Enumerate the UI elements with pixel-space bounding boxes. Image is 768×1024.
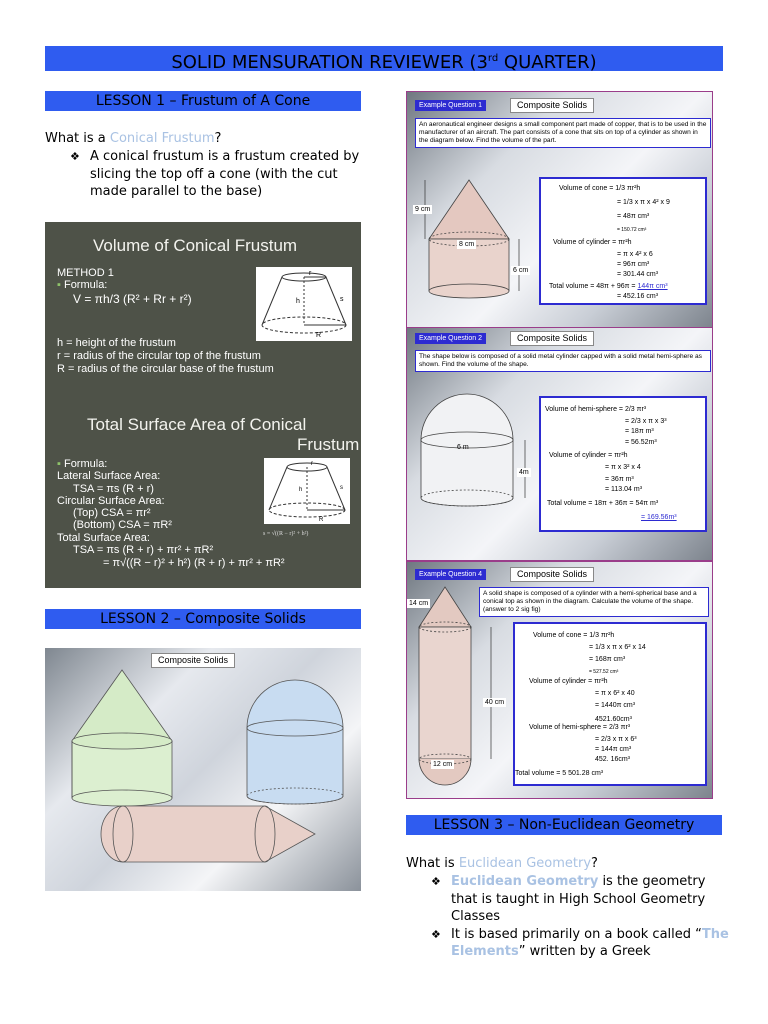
tsa-formula-label: ▪ Formula: [57, 458, 108, 470]
example1-working: Volume of cone = 1/3 πr²h = 1/3 x π x 4² x 9 = 48π cm³ = 150.72 cm³ Volume of cylinder = πr²h = π x 4² x 6 = 96π cm³ = 301.44 cm³ Total volume = 48π + 96π = 144π cm³ = 452.16 cm³ [539, 177, 707, 305]
lateral-formula: TSA = πs (R + r) [73, 483, 154, 495]
csa-top: (Top) CSA = πr² [73, 507, 151, 519]
example2-dim-6m: 6 m [457, 444, 469, 451]
label-r: r [309, 270, 312, 277]
bullet-icon: ❖ [431, 875, 441, 888]
tsa-label-h: h [299, 487, 303, 493]
lesson1-bullet: ❖ A conical frustum is a frustum created by slicing the top off a cone (with the cut made parallel to the base) [70, 149, 360, 199]
total-formula-2: = π√((R − r)² + h²) (R + r) + πr² + πR² [103, 557, 285, 569]
bullet-icon: ❖ [70, 150, 80, 163]
example4-dim-14cm: 14 cm [409, 600, 429, 607]
example4-slide [406, 561, 713, 799]
label-R: R [316, 332, 322, 339]
example2-dim-4m: 4m [519, 469, 529, 476]
lesson3-question: What is Euclidean Geometry? [406, 856, 598, 871]
formula-label: ▪ Formula: [57, 279, 108, 291]
example2-tag: Example Question 2 [415, 333, 486, 344]
example4-question: A solid shape is composed of a cylinder with a hemi-spherical base and a conical top as shown in the diagram. Calculate the volume of the shape. (answer to 2 sig fig) [479, 587, 709, 617]
slide-tsa-title-2: Frustum [297, 435, 360, 454]
lesson3-bullet-1: ❖ Euclidean Geometry is the geometry that is taught in High School Geometry Classes [431, 874, 706, 924]
example4-working: Volume of cone = 1/3 πr²h = 1/3 x π x 6² x 14 = 168π cm³ = 527.52 cm³ Volume of cylinder = πr²h = π x 6² x 40 = 1440π cm³ 4521.60cm³ Volume of hemi-sphere = 2/3 πr³ = 2/3 x π x 6³ = 144π cm³ 452. 16cm³ Total volume = 5 501.28 cm³ [513, 622, 707, 786]
slide-volume-title: Volume of Conical Frustum [93, 236, 298, 255]
lesson2-heading: LESSON 2 – Composite Solids [45, 609, 361, 629]
example1-dim-6cm: 6 cm [513, 267, 529, 274]
label-h: h [296, 298, 300, 305]
composite-solids-label: Composite Solids [151, 653, 235, 668]
example2-slide [406, 327, 713, 561]
slide-tsa-title-1: Total Surface Area of Conical [87, 415, 307, 434]
page-title: SOLID MENSURATION REVIEWER (3rd QUARTER) [45, 46, 723, 71]
lesson1-heading: LESSON 1 – Frustum of A Cone [45, 91, 361, 111]
volume-formula: V = πh/3 (R² + Rr + r²) [73, 292, 192, 306]
example2-question: The shape below is composed of a solid metal cylinder capped with a solid metal hemi-sphere as shown. Find the volume of the shape. [415, 350, 711, 372]
example1-tag: Example Question 1 [415, 100, 486, 111]
slide-volume-frustum [45, 222, 361, 405]
def-R: R = radius of the circular base of the frustum [57, 363, 274, 375]
lateral-label: Lateral Surface Area: [57, 470, 161, 482]
euclidean-geometry-term: Euclidean Geometry [458, 856, 592, 871]
example2-working: Volume of hemi-sphere = 2/3 πr³ = 2/3 x π x 3³ = 18π m³ = 56.52m³ Volume of cylinder = πr²h = π x 3² x 4 = 36π m³ = 113.04 m³ Total volume = 18π + 36π = 54π m³ = 169.56m³ [539, 396, 707, 532]
example1-dim-9cm: 9 cm [415, 206, 431, 213]
s-formula: s = √((R − r)² + h²) [263, 531, 309, 537]
lesson3-bullet-2: ❖ It is based primarily on a book called “The Elements” written by a Greek [431, 926, 729, 959]
slide-tsa-frustum [45, 405, 361, 588]
example4-label: Composite Solids [510, 567, 594, 582]
example1-dim-8cm: 8 cm [459, 241, 475, 248]
csa-bottom: (Bottom) CSA = πR² [73, 519, 172, 531]
example1-slide [406, 91, 713, 329]
lesson3-bullets [431, 873, 731, 961]
frustum-diagram [256, 267, 352, 341]
lesson1-bullets [70, 148, 360, 201]
conical-frustum-term: Conical Frustum [109, 131, 215, 146]
lesson3-heading: LESSON 3 – Non-Euclidean Geometry [406, 815, 722, 835]
tsa-label-R: R [319, 517, 324, 523]
example4-dim-40cm: 40 cm [485, 699, 505, 706]
example4-tag: Example Question 4 [415, 569, 486, 580]
example1-label: Composite Solids [510, 98, 594, 113]
def-r: r = radius of the circular top of the frustum [57, 350, 261, 362]
lesson1-question: What is a Conical Frustum? [45, 131, 222, 146]
circular-label: Circular Surface Area: [57, 495, 165, 507]
method-label: METHOD 1 [57, 267, 114, 279]
def-h: h = height of the frustum [57, 337, 176, 349]
tsa-frustum-diagram [264, 458, 350, 524]
example2-label: Composite Solids [510, 331, 594, 346]
label-s: s [340, 296, 344, 303]
tsa-label-s: s [340, 485, 343, 491]
total-label: Total Surface Area: [57, 532, 150, 544]
example4-dim-12cm: 12 cm [433, 761, 453, 768]
example1-question: An aeronautical engineer designs a small component part made of copper, that is to be used in the manufacturer of an aircraft. The part consists of a cone that sits on top of a cylinder as shown in the diagram below. Find the volume of the part. [415, 118, 711, 148]
bullet-icon: ❖ [431, 927, 441, 941]
composite-solids-slide [45, 648, 361, 891]
total-formula-1: TSA = πs (R + r) + πr² + πR² [73, 544, 214, 556]
tsa-label-r: r [311, 461, 313, 467]
composite-solids-illustration [45, 648, 361, 891]
